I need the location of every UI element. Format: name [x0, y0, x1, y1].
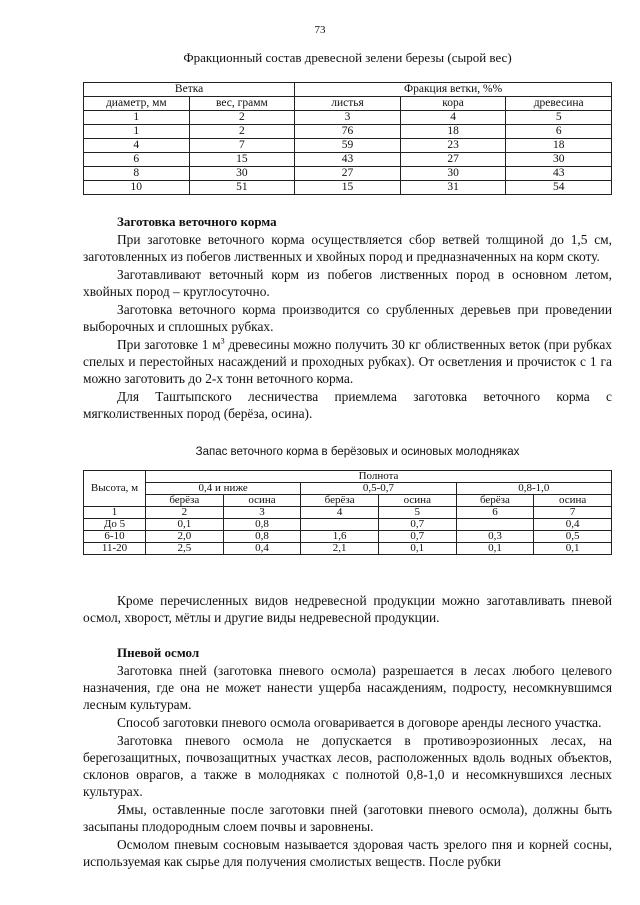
page-number: 73	[314, 24, 326, 36]
table-header-row	[84, 471, 612, 483]
table-cell: 76	[295, 125, 401, 139]
table-cell: 2,0	[146, 531, 224, 543]
table-cell: 0,7	[378, 519, 456, 531]
group-header-branch: Ветка	[84, 83, 295, 97]
height-header: Высота, м	[84, 471, 146, 507]
table-cell: 11-20	[84, 543, 146, 555]
column-header: диаметр, мм	[84, 97, 190, 111]
table-cell: 30	[506, 153, 612, 167]
table-cell: 43	[295, 153, 401, 167]
section-branch-feed	[83, 213, 612, 422]
index-cell: 5	[378, 507, 456, 519]
table-cell: 0,5	[534, 531, 612, 543]
section-other-products	[83, 592, 612, 626]
paragraph-text: древесины можно получить 30 кг облиственных веток (при рубках спелых и перестойных насаждений и проходных рубках). От осветления и прочисток с 1 га можно заготовить до 2-х тонн веточного корма.	[83, 337, 612, 386]
table-cell: 5	[506, 111, 612, 125]
table-cell: 0,1	[146, 519, 224, 531]
table-cell: 1	[84, 125, 190, 139]
table-cell: 18	[506, 139, 612, 153]
section-heading: Пневой осмол	[117, 645, 200, 660]
polnota-group: 0,4 и ниже	[146, 483, 301, 495]
index-cell: 4	[301, 507, 379, 519]
polnota-header: Полнота	[146, 471, 612, 483]
table-cell: 6	[84, 153, 190, 167]
table-cell: 4	[84, 139, 190, 153]
index-cell: 3	[223, 507, 301, 519]
table-cell: 0,8	[223, 519, 301, 531]
paragraph: Способ заготовки пневого осмола оговаривается в договоре аренды лесного участка.	[117, 715, 602, 730]
table-cell: 43	[506, 167, 612, 181]
table-cell: 4	[400, 111, 506, 125]
table-cell: 0,1	[378, 543, 456, 555]
table-cell	[301, 519, 379, 531]
index-cell: 1	[84, 507, 146, 519]
table-row	[84, 111, 612, 125]
table-cell	[456, 519, 534, 531]
species-header: берёза	[146, 495, 224, 507]
table2-caption: Запас веточного корма в берёзовых и осиновых молодняках	[195, 446, 520, 458]
species-header: берёза	[456, 495, 534, 507]
birch-fraction-table	[83, 82, 612, 195]
superscript: 3	[220, 336, 225, 346]
index-row	[84, 507, 612, 519]
index-cell: 6	[456, 507, 534, 519]
table-cell: 51	[189, 181, 295, 195]
paragraph	[83, 336, 612, 387]
paragraph: Заготовка пневого осмола не допускается в противоэрозионных лесах, на берегозащитных, почвозащитных участках лесов, расположенных вдоль водных объектов, склонов оврагов, а также в молодняках с полнотой 0,8-1,0 и несомкнувшихся лесных культурах.	[83, 733, 612, 799]
branch-feed-stock-table	[83, 470, 612, 555]
species-header: берёза	[301, 495, 379, 507]
paragraph: Заготавливают веточный корм из побегов лиственных пород в основном летом, хвойных пород – круглосуточно.	[83, 267, 612, 299]
table-cell: 6	[506, 125, 612, 139]
group-header-fraction: Фракция ветки, %%	[295, 83, 612, 97]
table-cell: 1	[84, 111, 190, 125]
table-cell: 10	[84, 181, 190, 195]
table-row	[84, 167, 612, 181]
table-header-row	[84, 97, 612, 111]
table-cell: До 5	[84, 519, 146, 531]
table-row	[84, 125, 612, 139]
paragraph: Заготовка пней (заготовка пневого осмола) разрешается в лесах любого целевого назначения, где она не может нанести ущерба насаждениям, подросту, несомкнувшимся лесным культурам.	[83, 663, 612, 712]
paragraph: Ямы, оставленные после заготовки пней (заготовки пневого осмола), должны быть засыпаны плодородным слоем почвы и заровнены.	[83, 802, 612, 834]
table2-body	[84, 507, 612, 555]
table-cell: 23	[400, 139, 506, 153]
paragraph: Осмолом пневым сосновым называется здоровая часть зрелого пня и корней сосны, используемая как сырье для получения смолистых веществ. После рубки	[83, 837, 612, 869]
table-cell: 8	[84, 167, 190, 181]
table-row	[84, 543, 612, 555]
table-cell: 30	[400, 167, 506, 181]
table-row	[84, 519, 612, 531]
table-cell: 15	[295, 181, 401, 195]
table1-body	[84, 111, 612, 195]
species-header: осина	[534, 495, 612, 507]
index-cell: 2	[146, 507, 224, 519]
table-cell: 0,1	[534, 543, 612, 555]
table-header-row	[84, 483, 612, 495]
table-row	[84, 153, 612, 167]
species-header: осина	[378, 495, 456, 507]
table-header-row	[84, 495, 612, 507]
table-row	[84, 139, 612, 153]
table-cell: 0,8	[223, 531, 301, 543]
table-cell: 2,5	[146, 543, 224, 555]
paragraph: Для Таштыпского лесничества приемлема заготовка веточного корма с мягколиственных пород (берёза, осина).	[83, 389, 612, 421]
table-cell: 0,4	[534, 519, 612, 531]
table-cell: 27	[295, 167, 401, 181]
index-cell: 7	[534, 507, 612, 519]
column-header: кора	[400, 97, 506, 111]
table-cell: 2,1	[301, 543, 379, 555]
paragraph: Кроме перечисленных видов недревесной продукции можно заготавливать пневой осмол, хворост, мётлы и другие виды недревесной продукции.	[83, 593, 612, 625]
paragraph-text: При заготовке 1 м	[117, 337, 221, 352]
table-cell: 18	[400, 125, 506, 139]
section-stump-tar	[83, 644, 612, 870]
polnota-group: 0,8-1,0	[456, 483, 611, 495]
table-cell: 2	[189, 111, 295, 125]
section-heading: Заготовка веточного корма	[117, 214, 277, 229]
table-cell: 27	[400, 153, 506, 167]
table-cell: 3	[295, 111, 401, 125]
table-row	[84, 181, 612, 195]
paragraph: При заготовке веточного корма осуществляется сбор ветвей толщиной до 1,5 см, заготовленных из побегов лиственных и хвойных пород и предназначенных на корм скоту.	[83, 232, 612, 264]
table-cell: 6-10	[84, 531, 146, 543]
table-cell: 54	[506, 181, 612, 195]
table-cell: 30	[189, 167, 295, 181]
table-cell: 0,3	[456, 531, 534, 543]
table-cell: 0,4	[223, 543, 301, 555]
polnota-group: 0,5-0,7	[301, 483, 456, 495]
table-header-row	[84, 83, 612, 97]
column-header: древесина	[506, 97, 612, 111]
table-cell: 31	[400, 181, 506, 195]
species-header: осина	[223, 495, 301, 507]
table-cell: 2	[189, 125, 295, 139]
column-header: вес, грамм	[189, 97, 295, 111]
table-cell: 1,6	[301, 531, 379, 543]
table-cell: 7	[189, 139, 295, 153]
column-header: листья	[295, 97, 401, 111]
paragraph: Заготовка веточного корма производится со срубленных деревьев при проведении выборочных и сплошных рубках.	[83, 302, 612, 334]
table-cell: 0,7	[378, 531, 456, 543]
table-cell: 59	[295, 139, 401, 153]
table-cell: 0,1	[456, 543, 534, 555]
table-cell: 15	[189, 153, 295, 167]
table1-caption: Фракционный состав древесной зелени березы (сырой вес)	[183, 50, 512, 65]
table-row	[84, 531, 612, 543]
